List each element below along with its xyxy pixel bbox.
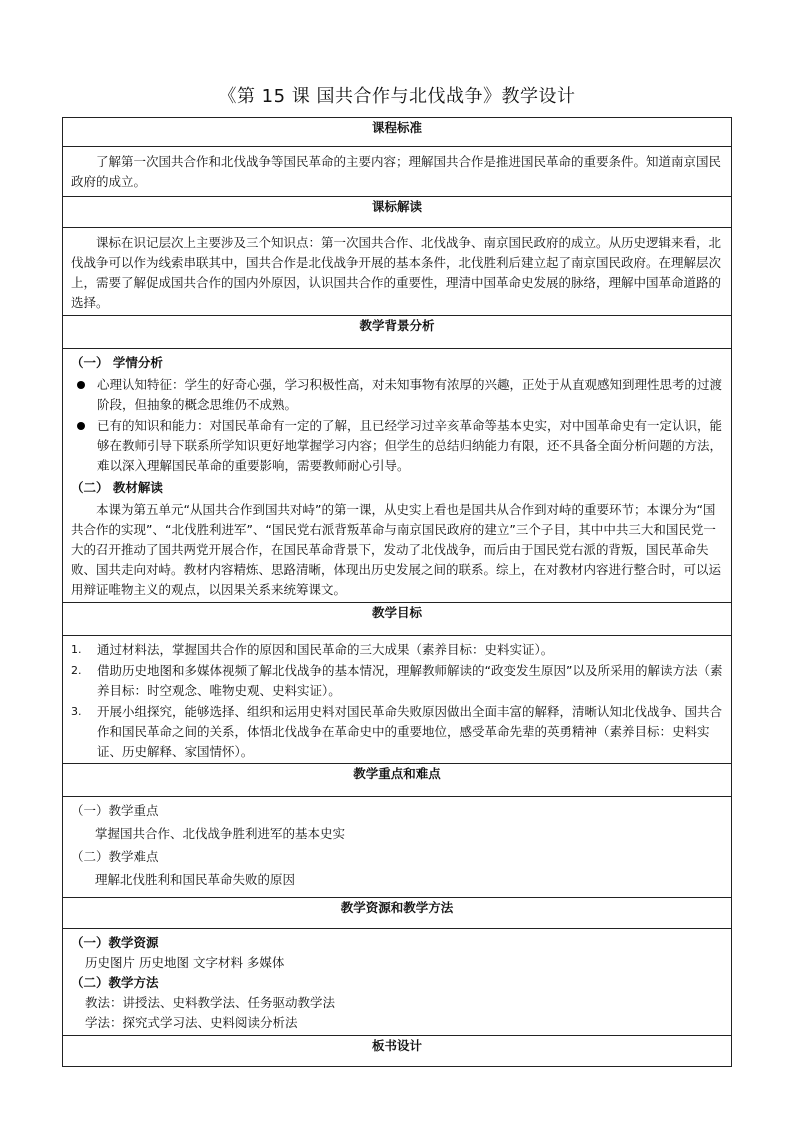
section-header-row xyxy=(63,764,732,797)
section-header-teaching-objectives: 教学目标 xyxy=(63,603,732,636)
section-header-board-design: 板书设计 xyxy=(63,1036,732,1067)
objective-text: 开展小组探究，能够选择、组织和运用史料对国民革命失败原因做出全面丰富的解释，清晰认知北伐战争、国共合作和国民革命之间的关系，体悟北伐战争在革命史中的重要地位，感受革命先辈的英勇精神（素养目标：史料实证、历史解释、家国情怀）。 xyxy=(97,704,723,759)
section-body-resources-methods xyxy=(63,929,732,1036)
objective-text: 借助历史地图和多媒体视频了解北伐战争的基本情况，理解教师解读的“政变发生原因”以及所采用的解读方法（素养目标：时空观念、唯物史观、史料实证）。 xyxy=(97,663,723,698)
difficult-point-text: 理解北伐胜利和国民革命失败的原因 xyxy=(95,872,296,887)
key-point-text: 掌握国共合作、北伐战争胜利进军的基本史实 xyxy=(95,826,346,841)
section-header-curriculum-standard: 课程标准 xyxy=(63,118,732,147)
objective-number: 1. xyxy=(71,643,82,656)
section-body-row xyxy=(63,147,732,197)
subheading-difficult-point: （二）教学难点 xyxy=(71,849,159,864)
subheading-key-point: （一）教学重点 xyxy=(71,803,159,818)
section-body-row xyxy=(63,797,732,898)
teaching-methods-text: 教法：讲授法、史料教学法、任务驱动教学法 xyxy=(85,995,336,1010)
section-header-row xyxy=(63,118,732,147)
bullet-text-knowledge: 已有的知识和能力：对国民革命有一定的了解，且已经学习过辛亥革命等基本史实，对中国革命史有一定认识，能够在教师引导下联系所学知识更好地掌握学习内容；但学生的总结归纳能力有限，还不具备全面分析问题的方法，难以深入理解国民革命的重要影响，需要教师耐心引导。 xyxy=(97,418,723,473)
subheading-methods: （二）教学方法 xyxy=(71,975,159,990)
subheading-resources: （一）教学资源 xyxy=(71,935,159,950)
resources-list: 历史图片 历史地图 文字材料 多媒体 xyxy=(85,955,285,970)
section-header-row xyxy=(63,898,732,929)
bullet-dot-icon xyxy=(77,422,85,430)
section-body-background-analysis xyxy=(63,349,732,603)
bullet-text-cognitive: 心理认知特征：学生的好奇心强，学习积极性高，对未知事物有浓厚的兴趣，正处于从直观感知到理性思考的过渡阶段，但抽象的概念思维仍不成熟。 xyxy=(97,377,723,412)
subheading-learner-analysis: （一） 学情分析 xyxy=(71,355,163,370)
subheading-textbook-analysis: （二） 教材解读 xyxy=(71,480,163,495)
section-header-row xyxy=(63,1036,732,1067)
section-body-key-points xyxy=(63,797,732,898)
bullet-item xyxy=(71,416,723,476)
section-header-standard-interpretation: 课标解读 xyxy=(63,197,732,228)
section-body-row xyxy=(63,929,732,1036)
section-body-standard-interpretation xyxy=(63,228,732,316)
curriculum-standard-text: 了解第一次国共合作和北伐战争等国民革命的主要内容；理解国共合作是推进国民革命的重要条件。知道南京国民政府的成立。 xyxy=(71,154,722,189)
objective-number: 3. xyxy=(71,705,82,718)
learning-methods-text: 学法：探究式学习法、史料阅读分析法 xyxy=(85,1015,298,1030)
section-header-row xyxy=(63,603,732,636)
objective-number: 2. xyxy=(71,664,82,677)
textbook-analysis-text: 本课为第五单元“从国共合作到国共对峙”的第一课，从史实上看也是国共从合作到对峙的重要环节；本课分为“国共合作的实现”、“北伐胜利进军”、“国民党右派背叛革命与南京国民政府的建立”三个子目，其中中共三大和国民党一大的召开推动了国共两党开展合作，在国民革命背景下，发动了北伐战争，而后由于国民党右派的背叛，国民革命失败、国共走向对峙。教材内容精炼、思路清晰，体现出历史发展之间的联系。综上，在对教材内容进行整合时，可以运用辩证唯物主义的观点，以因果关系来统筹课文。 xyxy=(71,502,722,597)
section-body-row xyxy=(63,228,732,316)
standard-interpretation-text: 课标在识记层次上主要涉及三个知识点：第一次国共合作、北伐战争、南京国民政府的成立。从历史逻辑来看，北伐战争可以作为线索串联其中，国共合作是北伐战争开展的基本条件，北伐胜利后建立起了南京国民政府。在理解层次上，需要了解促成国共合作的国内外原因，认识国共合作的重要性，理清中国革命史发展的脉络，理解中国革命道路的选择。 xyxy=(71,235,722,310)
page-title: 《第 15 课 国共合作与北伐战争》教学设计 xyxy=(218,86,576,107)
section-header-background-analysis: 教学背景分析 xyxy=(63,316,732,349)
objective-text: 通过材料法，掌握国共合作的原因和国民革命的三大成果（素养目标：史料实证）。 xyxy=(97,642,554,657)
section-header-resources-methods: 教学资源和教学方法 xyxy=(63,898,732,929)
section-body-curriculum-standard xyxy=(63,147,732,197)
bullet-dot-icon xyxy=(77,381,85,389)
objective-item xyxy=(71,640,723,660)
objective-item xyxy=(71,702,723,762)
section-body-row xyxy=(63,636,732,764)
section-body-teaching-objectives xyxy=(63,636,732,764)
section-header-key-points: 教学重点和难点 xyxy=(63,764,732,797)
bullet-item xyxy=(71,375,723,415)
section-header-row xyxy=(63,197,732,228)
section-body-row xyxy=(63,349,732,603)
lesson-plan-table xyxy=(62,117,732,1067)
objective-item xyxy=(71,661,723,701)
section-header-row xyxy=(63,316,732,349)
